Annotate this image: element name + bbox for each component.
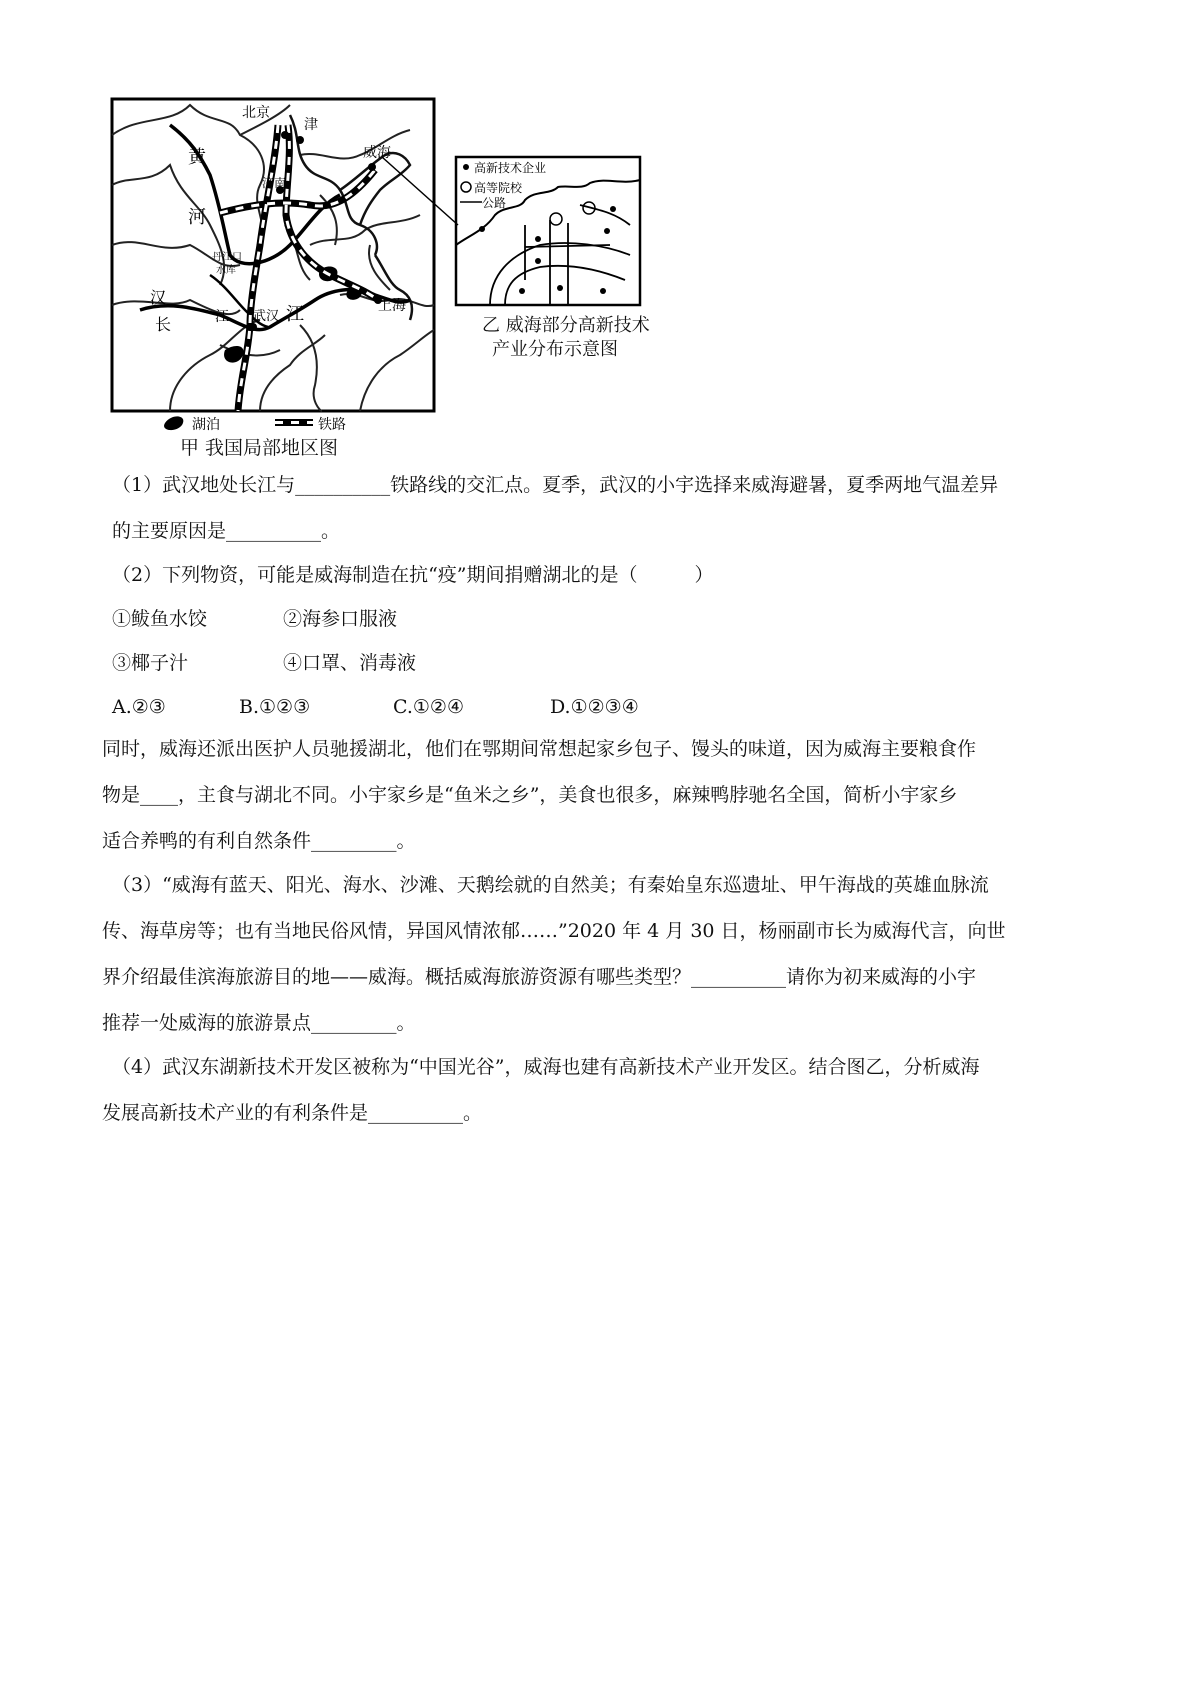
q4-line2: 发展高新技术产业的有利条件是__________。	[102, 1102, 483, 1124]
q4-line1: （4）武汉东湖新技术开发区被称为“中国光谷”，威海也建有高新技术产业开发区。结合图乙，分析威海	[112, 1056, 980, 1078]
q1-line2: 的主要原因是__________。	[112, 520, 341, 542]
q2-items-row1: ①鲅鱼水饺 ②海参口服液	[112, 608, 398, 630]
label-he: 河	[188, 207, 206, 228]
legend-road-label: 公路	[482, 196, 507, 210]
legend-railway-label: 铁路	[318, 417, 346, 433]
label-tianjin: 津	[304, 117, 318, 133]
lake-legend-icon	[164, 416, 183, 430]
q3-line3: 界介绍最佳滨海旅游目的地——威海。概括威海旅游资源有哪些类型？__________请你为初来威海的小宇	[102, 966, 977, 988]
q3-line4: 推荐一处威海的旅游景点_________。	[102, 1012, 416, 1034]
map-yi-caption-line2: 产业分布示意图	[492, 339, 618, 360]
enterprise-dots	[479, 206, 616, 294]
railways	[220, 125, 378, 411]
q2-option-d: D.①②③④	[550, 696, 639, 718]
map-yi-caption-line1: 乙 威海部分高新技术	[482, 315, 650, 336]
college-legend-icon	[461, 182, 471, 192]
label-wuhan: 武汉	[253, 309, 280, 324]
map-jia-legend	[164, 416, 346, 433]
q3-line1: （3）“威海有蓝天、阳光、海水、沙滩、天鹅绘就的自然美；有秦始皇东巡遗址、甲午海战的英雄血脉流	[112, 874, 989, 896]
legend-lake-label: 湖泊	[192, 417, 220, 433]
q2-extra-line2: 物是____，主食与湖北不同。小宇家乡是“鱼米之乡”，美食也很多，麻辣鸭脖驰名全国，简析小宇家乡	[102, 784, 958, 806]
legend-college-label: 高等院校	[474, 181, 523, 195]
label-shanghai: 上海	[378, 298, 406, 314]
enterprise-legend-dot	[463, 164, 469, 170]
q2-extra-line3: 适合养鸭的有利自然条件_________。	[102, 830, 416, 852]
q2-option-c: C.①②④	[393, 696, 464, 718]
q3-line2: 传、海草房等；也有当地民俗风情，异国风情浓郁……”2020 年 4 月 30 日，杨丽副市长为威海代言，向世	[102, 920, 1006, 942]
label-jinan: 济南	[262, 176, 287, 190]
map-jia-caption: 甲 我国局部地区图	[180, 437, 339, 459]
label-shuiku: 水库	[216, 265, 236, 276]
q1-line1: （1）武汉地处长江与__________铁路线的交汇点。夏季，武汉的小宇选择来威海避暑，夏季两地气温差异	[112, 474, 999, 496]
q2-items-row2: ③椰子汁 ④口罩、消毒液	[112, 652, 417, 674]
q2-stem: （2）下列物资，可能是威海制造在抗“疫”期间捐赠湖北的是（ ）	[112, 564, 714, 586]
q2-option-b: B.①②③	[239, 696, 311, 718]
label-han: 汉	[150, 288, 167, 307]
connector-line	[382, 157, 458, 225]
label-danjiangkou: 丹江口	[212, 252, 242, 263]
label-beijing: 北京	[242, 105, 270, 121]
label-weihai: 威海	[363, 145, 391, 161]
label-jiang-right: 江	[286, 304, 304, 325]
q2-extra-line1: 同时，威海还派出医护人员驰援湖北，他们在鄂期间常想起家乡包子、馒头的味道，因为威海主要粮食作	[102, 738, 977, 760]
college-icon	[550, 213, 562, 225]
label-huang: 黄	[188, 147, 206, 168]
map-figure	[110, 95, 710, 495]
label-jiang-left: 江	[215, 309, 229, 325]
q2-option-a: A.②③	[112, 696, 166, 718]
legend-enterprise-label: 高新技术企业	[474, 161, 547, 175]
label-chang: 长	[155, 315, 172, 334]
